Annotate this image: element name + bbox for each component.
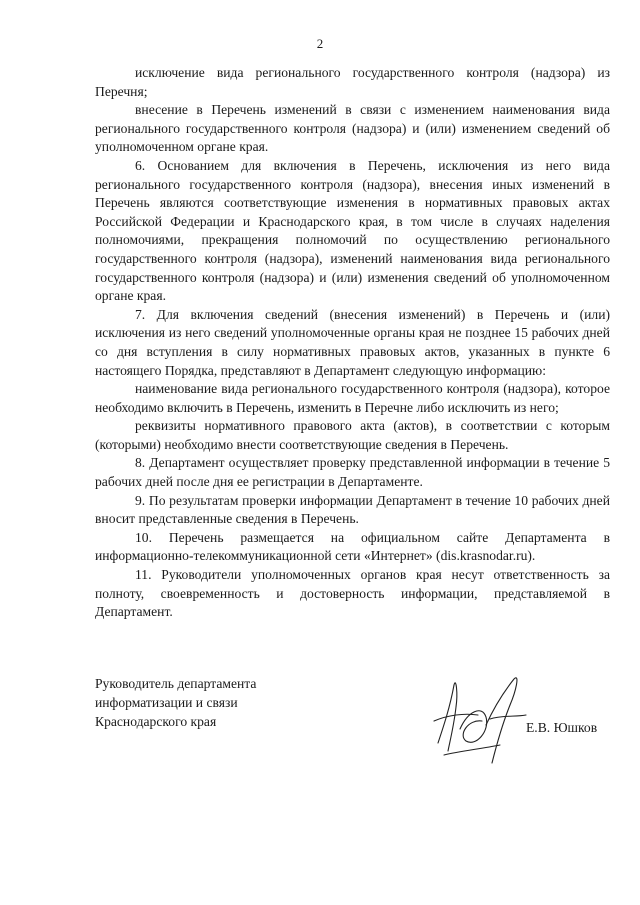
paragraph: наименование вида регионального государственного контроля (надзора), которое необходимо включить в Перечень, изменить в Перечне либо исключить из него;	[95, 381, 610, 415]
page-number: 2	[316, 36, 324, 51]
paragraph: 11. Руководители уполномоченных органов края несут ответственность за полноту, своевременность и достоверность информации, представляемой в Департамент.	[95, 567, 610, 620]
document-body	[95, 64, 610, 622]
paragraph: 8. Департамент осуществляет проверку представленной информации в течение 5 рабочих дней после дня ее регистрации в Департаменте.	[95, 455, 610, 490]
signatory-title	[95, 674, 256, 731]
signatory-title-line: информатизации и связи	[95, 695, 238, 710]
paragraph: внесение в Перечень изменений в связи с изменением наименования вида регионального государственного контроля (надзора) и (или) изменением сведений об уполномоченном органе края.	[95, 102, 610, 155]
paragraph: 10. Перечень размещается на официальном сайте Департамента в информационно-телекоммуникационной сети «Интернет» (dis.krasnodar.ru).	[95, 529, 610, 564]
signatory-name: Е.В. Юшков	[526, 720, 598, 735]
paragraph: 6. Основанием для включения в Перечень, исключения из него вида регионального государственного контроля (надзора), внесения иных изменений в Перечень являются соответствующие изменения в нормативных правовых актах Российской Федерации и Краснодарского края, в том числе в случаях наделения полномочиями, прекращения полномочий по осуществлению регионального государственного контроля (надзора), изменений наименования вида регионального государственного контроля (надзора) и (или) изменения сведений об уполномоченном органе края.	[95, 157, 610, 304]
paragraph: 9. По результатам проверки информации Департамент в течение 10 рабочих дней вносит представленные сведения в Перечень.	[95, 492, 610, 527]
signatory-title-line: Краснодарского края	[95, 714, 217, 729]
paragraph: исключение вида регионального государственного контроля (надзора) из Перечня;	[95, 65, 610, 99]
paragraph: 7. Для включения сведений (внесения изменений) в Перечень и (или) исключения из него сведений уполномоченные органы края не позднее 15 рабочих дней со дня вступления в силу нормативных правовых актов, указанных в пункте 6 настоящего Порядка, представляют в Департамент следующую информацию:	[95, 306, 610, 378]
paragraph: реквизиты нормативного правового акта (актов), в соответствии с которым (которыми) необходимо внести соответствующие сведения в Перечень.	[95, 418, 610, 452]
handwritten-signature	[420, 655, 540, 770]
signatory-title-line: Руководитель департамента	[95, 676, 257, 691]
